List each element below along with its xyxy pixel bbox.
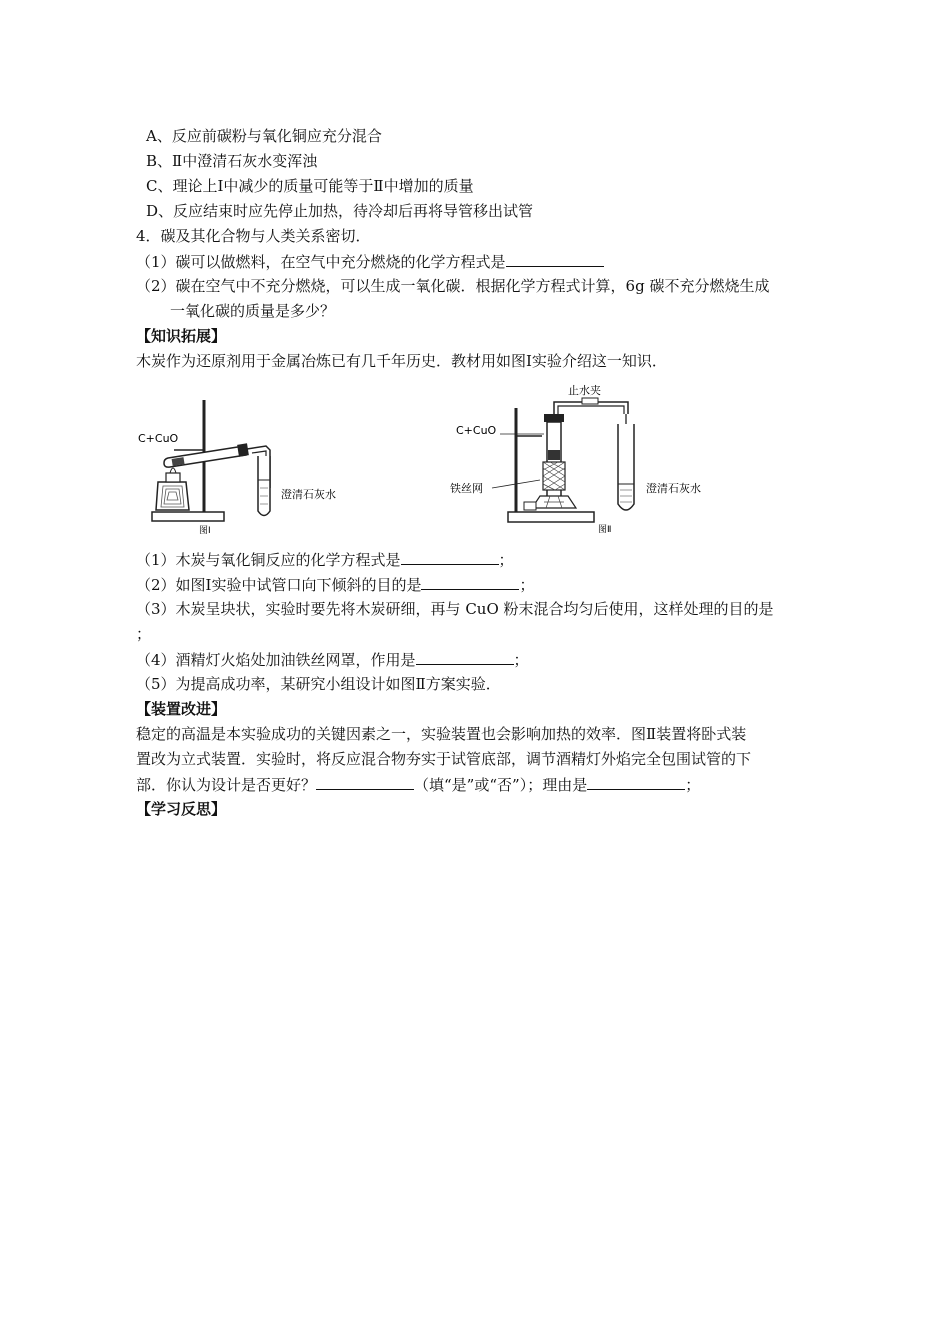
improve-line-1: 稳定的高温是本实验成功的关键因素之一，实验装置也会影响加热的效率．图Ⅱ装置将卧式装 (136, 725, 747, 743)
answer-blank-reason[interactable] (587, 774, 685, 790)
sub-question-3-tail: ； (136, 625, 152, 643)
improve-line-3 (136, 774, 700, 795)
sub-question-1-text: （1）木炭与氧化铜反应的化学方程式是 (136, 551, 401, 569)
sub-question-1 (136, 549, 514, 570)
figure-2-drawing (440, 384, 740, 538)
figure-2-caption: 图Ⅱ (598, 525, 612, 535)
figure-1-drawing (134, 388, 344, 538)
end-mark: ； (519, 576, 535, 594)
end-mark: ； (513, 651, 529, 669)
question-4-part-1 (136, 251, 604, 272)
improve-line-3-text-c: ； (685, 776, 701, 794)
figure-2-mesh-label: 铁丝网 (450, 482, 483, 495)
figure-1-caption: 图Ⅰ (199, 526, 211, 536)
end-mark: ； (498, 551, 514, 569)
answer-blank[interactable] (506, 251, 604, 267)
option-b: B、Ⅱ中澄清石灰水变浑浊 (146, 152, 318, 170)
option-a: A、反应前碳粉与氧化铜应充分混合 (146, 127, 382, 145)
question-4-part-1-text: （1）碳可以做燃料，在空气中充分燃烧的化学方程式是 (136, 253, 506, 271)
answer-blank[interactable] (401, 549, 499, 565)
figure-1-reagent-label: C+CuO (138, 432, 179, 445)
knowledge-intro: 木炭作为还原剂用于金属冶炼已有几千年历史．教材用如图Ⅰ实验介绍这一知识． (136, 352, 667, 370)
option-d: D、反应结束时应先停止加热，待冷却后再将导管移出试管 (146, 202, 534, 220)
improve-line-3-text-b: （填“是”或“否”）；理由是 (414, 776, 588, 794)
question-4-stem: 4．碳及其化合物与人类关系密切． (136, 227, 371, 245)
figure-1-apparatus (134, 388, 344, 538)
section-heading-improve: 【装置改进】 (136, 700, 227, 718)
sub-question-4-text: （4）酒精灯火焰处加油铁丝网罩，作用是 (136, 651, 416, 669)
improve-line-3-text-a: 部．你认为设计是否更好？ (136, 776, 317, 794)
section-heading-reflect: 【学习反思】 (136, 800, 227, 818)
sub-question-5: （5）为提高成功率，某研究小组设计如图Ⅱ方案实验． (136, 675, 501, 693)
answer-blank[interactable] (416, 649, 514, 665)
sub-question-4 (136, 649, 529, 670)
figure-2-apparatus (440, 384, 740, 538)
option-c: C、理论上Ⅰ中减少的质量可能等于Ⅱ中增加的质量 (146, 177, 474, 195)
question-4-part-2-line-1: （2）碳在空气中不充分燃烧，可以生成一氧化碳．根据化学方程式计算，6g 碳不充分燃烧生成 (136, 277, 770, 295)
figure-2-reagent-label: C+CuO (456, 424, 497, 437)
figure-2-clamp-label: 止水夹 (568, 384, 601, 397)
sub-question-2-text: （2）如图Ⅰ实验中试管口向下倾斜的目的是 (136, 576, 422, 594)
sub-question-3: （3）木炭呈块状，实验时要先将木炭研细，再与 CuO 粉末混合均匀后使用，这样处理的目的是 (136, 600, 774, 618)
answer-blank-yes-no[interactable] (316, 774, 414, 790)
sub-question-2 (136, 574, 535, 595)
section-heading-knowledge: 【知识拓展】 (136, 327, 227, 345)
figure-1-solution-label: 澄清石灰水 (281, 488, 336, 501)
question-4-part-2-line-2: 一氧化碳的质量是多少？ (170, 302, 336, 320)
improve-line-2: 置改为立式装置．实验时，将反应混合物夯实于试管底部，调节酒精灯外焰完全包围试管的下 (136, 750, 752, 768)
answer-blank[interactable] (421, 574, 519, 590)
figure-2-solution-label: 澄清石灰水 (646, 482, 701, 495)
